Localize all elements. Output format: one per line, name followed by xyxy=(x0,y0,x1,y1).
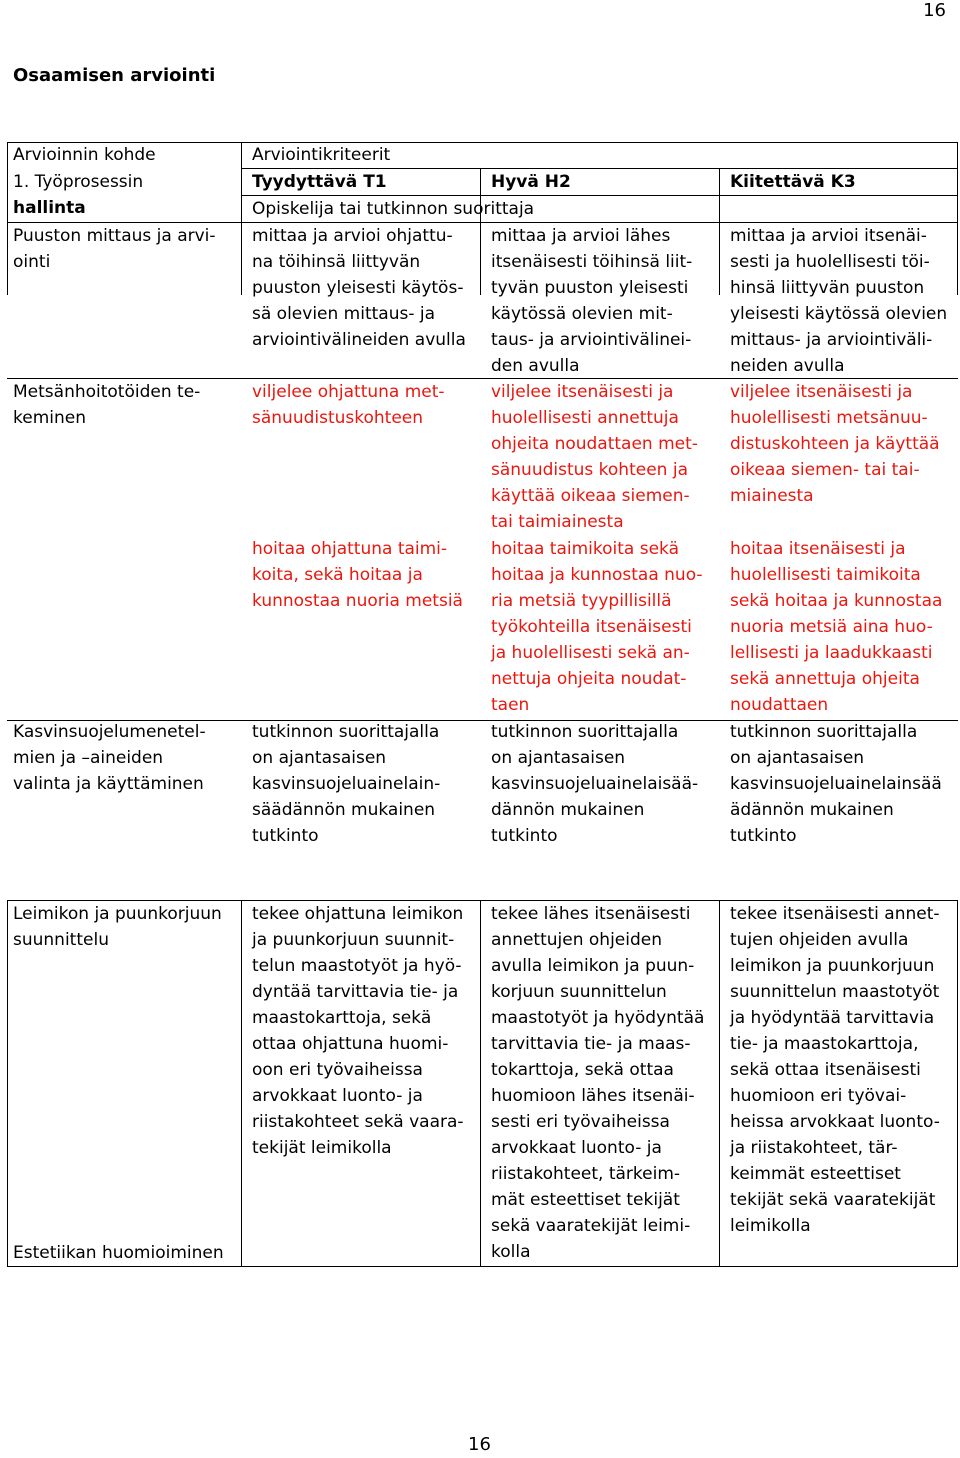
row-4-h2: tutkinnon suorittajalla on ajantasaisen kasvinsuojeluainelaisää- dännön mukainen tutkinto xyxy=(491,722,699,846)
row-5-t1: tekee ohjattuna leimikon ja puunkorjuun suunnit- telun maastotyöt ja hyö- dyntää tarvittavia tie- ja maastokarttoja, sekä ottaa ohjattuna huomi- oon eri työvaiheissa arvokkaat luonto- ja riistakohteet sekä vaara- tekijät leimikolla xyxy=(252,904,464,1158)
row-target-aesthetics: Estetiikan huomioiminen xyxy=(13,1243,224,1263)
row-3-h2: hoitaa taimikoita sekä hoitaa ja kunnostaa nuo- ria metsiä tyypillisillä työkohteilla itsenäisesti ja huolellisesti sekä an- nettuja ohjeita noudat- taen xyxy=(491,539,703,715)
row-4-k3: tutkinnon suorittajalla on ajantasaisen kasvinsuojeluainelainsää ädännön mukainen tutkinto xyxy=(730,722,942,846)
row-target-forest-care: Metsänhoitotöiden te- keminen xyxy=(13,382,201,428)
row-1-h2: mittaa ja arvioi lähes itsenäisesti töihinsä liit- tyvän puuston yleisesti käytössä olevien mit- taus- ja arviointivälinei- den avulla xyxy=(491,226,693,376)
header-t1: Tyydyttävä T1 xyxy=(252,172,387,192)
row-2-h2: viljelee itsenäisesti ja huolellisesti annettuja ohjeita noudattaen met- sänuudistus kohteen ja käyttää oikeaa siemen- tai taimiainesta xyxy=(491,382,698,532)
row-target-harvest-planning: Leimikon ja puunkorjuun suunnittelu xyxy=(13,904,222,950)
section-title-line1: 1. Työprosessin xyxy=(13,172,144,192)
row-2-t1: viljelee ohjattuna met- sänuudistuskohteen xyxy=(252,382,445,428)
header-target-label: Arvioinnin kohde xyxy=(13,145,156,165)
row-1-t1: mittaa ja arvioi ohjattu- na töihinsä liittyvän puuston yleisesti käytös- sä olevien mittaus- ja arviointivälineiden avulla xyxy=(252,226,466,350)
row-3-t1: hoitaa ohjattuna taimi- koita, sekä hoitaa ja kunnostaa nuoria metsiä xyxy=(252,539,463,611)
row-4-t1: tutkinnon suorittajalla on ajantasaisen kasvinsuojeluainelain- säädännön mukainen tutkinto xyxy=(252,722,441,846)
row-5-k3: tekee itsenäisesti annet- tujen ohjeiden avulla leimikon ja puunkorjuun suunnittelun maastotyöt ja hyödyntää tarvittavia tie- ja maastokarttoja, sekä ottaa itsenäisesti huomioon eri työvai- heissa arvokkaat luonto- ja riistakohteet, tär- keimmät esteettiset tekijät sekä vaaratekijät leimikolla xyxy=(730,904,940,1236)
section-title-line2: hallinta xyxy=(13,198,86,218)
row-2-k3: viljelee itsenäisesti ja huolellisesti metsänuu- distuskohteen ja käyttää oikeaa siemen- tai tai- miainesta xyxy=(730,382,940,506)
header-criteria-label: Arviointikriteerit xyxy=(252,145,391,165)
row-1-k3: mittaa ja arvioi itsenäi- sesti ja huolellisesti töi- hinsä liittyvän puuston yleisesti käytössä olevien mittaus- ja arviointiväli- neiden avulla xyxy=(730,226,948,376)
page-number-top: 16 xyxy=(923,0,946,21)
header-k3: Kiitettävä K3 xyxy=(730,172,856,192)
header-subject: Opiskelija tai tutkinnon suorittaja xyxy=(252,199,535,219)
row-target-tree-measuring: Puuston mittaus ja arvi- ointi xyxy=(13,226,216,272)
row-5-h2: tekee lähes itsenäisesti annettujen ohjeiden avulla leimikon ja puun- korjuun suunnittelun maastotyöt ja hyödyntää tarvittavia tie- ja maas- tokarttoja, sekä ottaa huomioon lähes itsenäi- sesti eri työvaiheissa arvokkaat luonto- ja riistakohteet, tärkeim- mät esteettiset tekijät sekä vaaratekijät leimi- kolla xyxy=(491,904,705,1262)
page-heading: Osaamisen arviointi xyxy=(13,65,216,86)
header-h2: Hyvä H2 xyxy=(491,172,571,192)
row-3-k3: hoitaa itsenäisesti ja huolellisesti taimikoita sekä hoitaa ja kunnostaa nuoria metsiä aina huo- lellisesti ja laadukkaasti sekä annettuja ohjeita noudattaen xyxy=(730,539,943,715)
row-target-plant-protection: Kasvinsuojelumenetel- mien ja –aineiden valinta ja käyttäminen xyxy=(13,722,206,794)
page-number-bottom: 16 xyxy=(468,1434,491,1455)
